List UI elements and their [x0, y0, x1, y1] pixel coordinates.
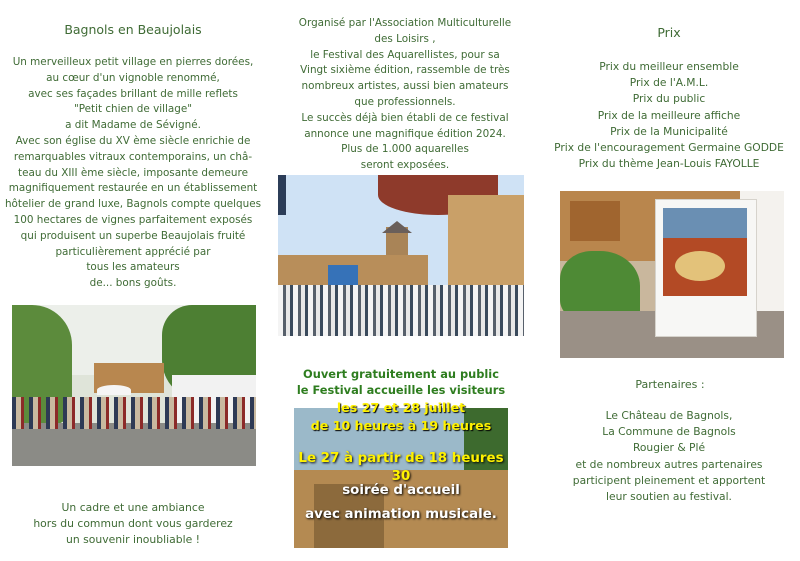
- poster-line-dates: les 27 et 28 juillet: [336, 400, 466, 415]
- partners-title: Partenaires :: [635, 378, 705, 391]
- festival-poster: [294, 364, 508, 548]
- festival-crowd-photo: [278, 175, 524, 336]
- left-title: Bagnols en Beaujolais: [64, 22, 202, 37]
- poster-line-music: avec animation musicale.: [305, 507, 497, 522]
- poster-line-open: Ouvert gratuitement au public: [303, 367, 499, 381]
- poster-line-welcome: le Festival accueille les visiteurs: [296, 383, 506, 397]
- village-street-photo: [12, 305, 256, 466]
- poster-line-reception: soirée d'accueil: [342, 483, 460, 498]
- poster-line-evening: Le 27 à partir de 18 heures 30: [298, 451, 504, 484]
- prize-item: Prix de la meilleure affiche: [597, 108, 741, 122]
- left-body-text: Un merveilleux petit village en pierres dorées, au cœur d'un vignoble renommé, avec ses façades brillant de mille reflets "Petit chien de village" a dit Madame de Sévigné. Avec son église du XV ème siècle enrichie de remarquables vitraux contemporains, un châ- teau du XIII ème siècle, imposante demeure magnifiquement restaurée en un établissement hôtelier de grand luxe, Bagnols compte quelques 100 hectares de vignes parfaitement exposés qui produisent un superbe Beaujolais fruité particulièrement apprécié par tous les amateurs de... bons goûts.: [4, 56, 262, 290]
- poster-line-hours: de 10 heures à 19 heures: [310, 418, 492, 433]
- prize-item: Prix de l'encouragement Germaine GODDE: [554, 141, 784, 155]
- prize-item: Prix de la Municipalité: [610, 124, 728, 138]
- middle-intro-text: Organisé par l'Association Multiculturelle des Loisirs , le Festival des Aquarellistes, pour sa Vingt sixième édition, rassemble de très nombreux artistes, aussi bien amateurs que professionnels. Le succès déjà bien établi de ce festival annonce une magnifique édition 2024. Plus de 1.000 aquarelles seront exposées.: [298, 17, 512, 172]
- prize-item: Prix de l'A.M.L.: [629, 76, 709, 90]
- prize-item: Prix du thème Jean-Louis FAYOLLE: [578, 157, 760, 171]
- prize-item: Prix du public: [632, 92, 706, 106]
- painting-exhibit-photo: [560, 191, 784, 358]
- prizes-title: Prix: [657, 25, 681, 40]
- partners-text: Le Château de Bagnols, La Commune de Bagnols Rougier & Plé et de nombreux autres partenaires participent pleinement et apportent leur soutien au festival.: [572, 409, 766, 504]
- prize-item: Prix du meilleur ensemble: [599, 60, 739, 73]
- prizes-list: [540, 59, 798, 172]
- left-closing-text: Un cadre et une ambiance hors du commun dont vous garderez un souvenir inoubliable !: [33, 501, 233, 546]
